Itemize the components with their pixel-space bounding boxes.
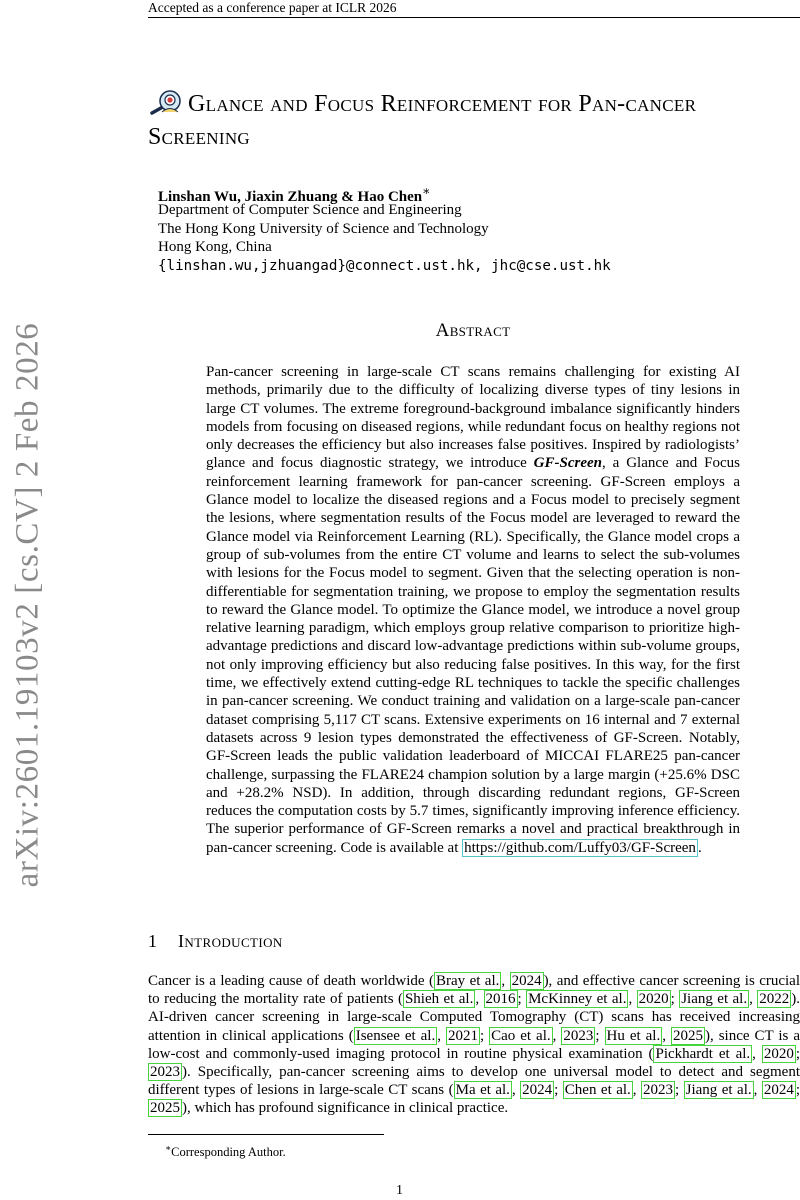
abstract-text-1: Pan-cancer screening in large-scale CT scans remains challenging for existing AI methods, primarily due to the difficulty of localizing diverse types of tiny lesions in large CT volumes. The extreme foreground-background imbalance significantly hinders models from focusing on diseased regions, while redundant focus on healthy regions not only decreases the efficiency but also increases false positives. Inspired by radiologists’ glance and focus diagnostic strategy, we introduce: [206, 364, 740, 472]
affiliation-department: Department of Computer Science and Engineering: [158, 202, 462, 218]
section-title: Introduction: [178, 931, 283, 951]
section-heading: [148, 930, 283, 952]
citation-link[interactable]: 2025: [672, 1027, 703, 1044]
intro-text: ), which has profound significance in clinical practice.: [182, 1100, 509, 1117]
section-number: 1: [148, 931, 157, 951]
introduction-paragraph: [148, 972, 800, 1118]
intro-text: ,: [628, 991, 637, 1008]
magnifier-icon: [148, 88, 182, 114]
citation-link[interactable]: 2024: [511, 973, 542, 989]
affiliation-location: Hong Kong, China: [158, 239, 272, 255]
citation-link[interactable]: 2023: [150, 1064, 180, 1081]
footnote-text: Corresponding Author.: [171, 1145, 286, 1160]
citation-link[interactable]: Jiang et al.: [681, 991, 748, 1008]
citation-link[interactable]: 2022: [759, 991, 790, 1008]
arxiv-stamp: [0, 320, 56, 890]
intro-text: ,: [753, 1082, 762, 1099]
citation-link[interactable]: 2020: [763, 1045, 794, 1062]
citation-link[interactable]: 2020: [638, 991, 669, 1008]
intro-text: ;: [595, 1027, 605, 1044]
corresponding-marker: ∗: [422, 184, 431, 198]
intro-text: ,: [501, 973, 510, 989]
abstract-heading: Abstract: [435, 320, 511, 341]
intro-text: ,: [662, 1027, 671, 1044]
intro-text: ,: [752, 1045, 762, 1062]
citation-link[interactable]: Cao et al.: [491, 1027, 551, 1044]
citation-link[interactable]: Bray et al.: [436, 973, 500, 989]
intro-text: ;: [675, 1082, 684, 1099]
running-head: Accepted as a conference paper at ICLR 2026: [148, 0, 397, 15]
intro-text: ). Specifically, pan-cancer screening aims to develop one universal model to detect and segment different types of lesions in large-scale CT scans (: [148, 1064, 800, 1099]
footnote-rule: [148, 1134, 384, 1135]
page-number: 1: [396, 1183, 403, 1198]
citation-link[interactable]: 2024: [522, 1082, 553, 1099]
footnote: [165, 1141, 286, 1160]
intro-text: ,: [437, 1027, 446, 1044]
citation-link[interactable]: 2024: [763, 1082, 794, 1099]
intro-text: ,: [749, 991, 758, 1008]
citation-link[interactable]: Ma et al.: [455, 1082, 510, 1099]
intro-text: ;: [795, 1045, 800, 1062]
intro-text: ;: [795, 1082, 800, 1099]
intro-text: ;: [517, 991, 527, 1008]
intro-text: ,: [552, 1027, 562, 1044]
intro-text: ). AI-driven cancer screening in large-scale Computed Tomography (CT) scans has received increasing attention in clinical applications (: [148, 991, 800, 1044]
intro-text: ,: [632, 1082, 641, 1099]
intro-text: ), and effective cancer screening is crucial to reducing the mortality rate of patients (: [148, 973, 800, 1008]
abstract-end: .: [697, 839, 702, 856]
citation-link[interactable]: 2023: [643, 1082, 673, 1099]
intro-text: ), since CT is a low-cost and commonly-used imaging protocol in routine physical examination (: [148, 1027, 800, 1062]
author-list: Linshan Wu, Jiaxin Zhuang & Hao Chen: [158, 189, 423, 205]
citation-link[interactable]: Chen et al.: [564, 1082, 631, 1099]
citation-link[interactable]: Shieh et al.: [404, 991, 474, 1008]
citation-link[interactable]: McKinney et al.: [528, 991, 627, 1008]
arxiv-id: arXiv:2601.19103v2 [cs.CV] 2 Feb 2026: [9, 322, 46, 888]
method-name: GF-Screen: [533, 455, 602, 472]
citation-link[interactable]: 2016: [485, 991, 516, 1008]
title-text: Glance and Focus Reinforcement for Pan-cancer Screening: [148, 91, 697, 150]
author-emails: {linshan.wu,jzhuangad}@connect.ust.hk, jhc@cse.ust.hk: [158, 258, 611, 274]
intro-text: ,: [475, 991, 484, 1008]
citation-link[interactable]: 2021: [447, 1027, 478, 1044]
intro-text: ;: [670, 991, 680, 1008]
citation-link[interactable]: 2025: [150, 1100, 180, 1117]
header-rule: [148, 17, 800, 18]
intro-text: ;: [554, 1082, 563, 1099]
intro-text: Cancer is a leading cause of death worldwide (: [148, 973, 434, 989]
intro-text: ;: [479, 1027, 490, 1044]
affiliation-university: The Hong Kong University of Science and Technology: [158, 221, 489, 237]
citation-link[interactable]: Jiang et al.: [685, 1082, 752, 1099]
abstract-text-2: , a Glance and Focus reinforcement learning framework for pan-cancer screening. GF-Screen employs a Glance model to localize the diseased regions and a Focus model to precisely segment the lesions, where segmentation results of the Focus model are leveraged to reward the Glance model via Reinforcement Learning (RL). Specifically, the Glance model crops a group of sub-volumes from the entire CT volume and learns to select the sub-volumes with lesions for the Focus model to segment. Given that the selecting operation is non-differentiable for segmentation training, we propose to employ the segmentation results to reward the Glance model. To optimize the Glance model, we introduce a novel group relative learning paradigm, which employs group relative comparison to prioritize high-advantage predictions and discard low-advantage predictions within sub-volume groups, not only improving efficiency but also reducing false positives. In this way, for the first time, we effectively extend cutting-edge RL techniques to tackle the specific challenges in pan-cancer screening. We conduct training and validation on a large-scale pan-cancer dataset comprising 5,117 CT scans. Extensive experiments on 16 internal and 7 external datasets across 9 lesion types demonstrated the effectiveness of GF-Screen. Notably, GF-Screen leads the public validation leaderboard of MICCAI FLARE25 pan-cancer challenge, surpassing the FLARE24 champion solution by a large margin (+25.6% DSC and +28.2% NSD). In addition, through discarding redundant regions, GF-Screen reduces the computation costs by 5.7 times, significantly improving inference efficiency. The superior performance of GF-Screen remarks a novel and practical breakthrough in pan-cancer screening. Code is available at: [206, 455, 740, 856]
citation-link[interactable]: 2023: [563, 1027, 594, 1044]
citation-link[interactable]: Pickhardt et al.: [655, 1045, 751, 1062]
citation-link[interactable]: Isensee et al.: [355, 1027, 436, 1044]
footnote-marker: ∗: [165, 1143, 172, 1153]
code-link[interactable]: https://github.com/Luffy03/GF-Screen: [464, 839, 696, 856]
intro-text: ,: [511, 1082, 521, 1099]
abstract-body: [206, 363, 740, 857]
paper-title: [148, 88, 800, 154]
citation-link[interactable]: Hu et al.: [606, 1027, 661, 1044]
